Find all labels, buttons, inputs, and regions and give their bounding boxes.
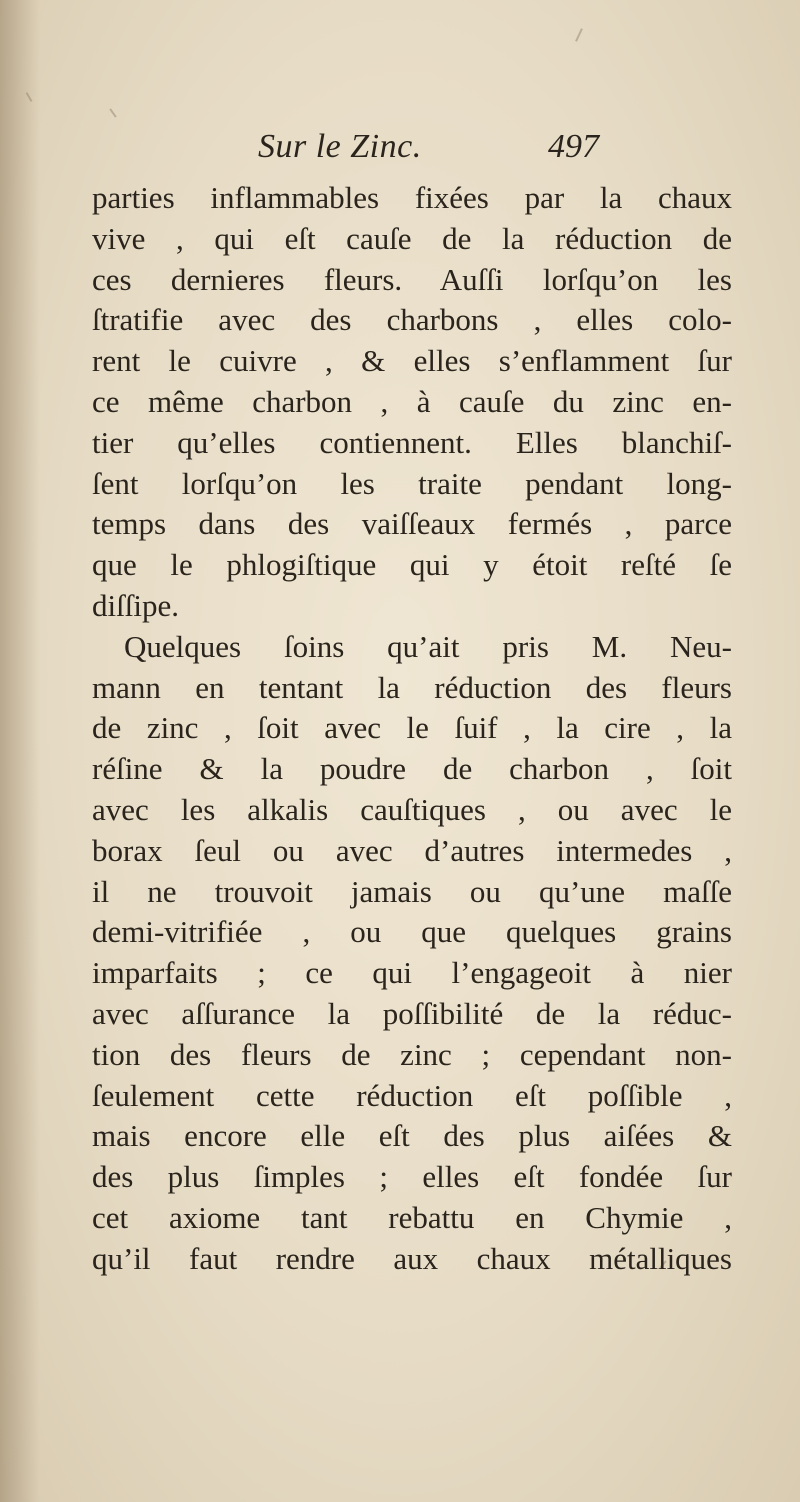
text-line: temps dans des vaiſſeaux fermés , parce bbox=[92, 506, 732, 542]
text-line: ſent lorſqu’on les traite pendant long- bbox=[92, 465, 732, 501]
running-title: Sur le Zinc. bbox=[258, 128, 422, 165]
text-line: ces dernieres fleurs. Auſſi lorſqu’on les bbox=[92, 261, 732, 297]
text-line: il ne trouvoit jamais ou qu’une maſſe bbox=[92, 873, 732, 909]
text-line: cet axiome tant rebattu en Chymie , bbox=[92, 1199, 732, 1235]
text-line: ſeulement cette réduction eſt poſſible , bbox=[92, 1077, 732, 1113]
running-head bbox=[0, 128, 800, 172]
text-line: mann en tentant la réduction des fleurs bbox=[92, 669, 732, 705]
text-line: tion des fleurs de zinc ; cependant non- bbox=[92, 1036, 732, 1072]
text-line: avec aſſurance la poſſibilité de la réduc- bbox=[92, 995, 732, 1031]
text-line: rent le cuivre , & elles s’enflamment ſur bbox=[92, 343, 732, 379]
text-line: de zinc , ſoit avec le ſuif , la cire , la bbox=[92, 710, 732, 746]
text-line: borax ſeul ou avec d’autres intermedes , bbox=[92, 832, 732, 868]
text-line: demi-vitrifiée , ou que quelques grains bbox=[92, 914, 732, 950]
paper-speck bbox=[575, 28, 583, 42]
text-line: vive , qui eſt cauſe de la réduction de bbox=[92, 220, 732, 256]
text-line: Quelques ſoins qu’ait pris M. Neu- bbox=[124, 628, 732, 664]
text-line: imparfaits ; ce qui l’engageoit à nier bbox=[92, 955, 732, 991]
text-line: des plus ſimples ; elles eſt fondée ſur bbox=[92, 1159, 732, 1195]
text-line: parties inflammables fixées par la chaux bbox=[92, 180, 732, 215]
text-line: tier qu’elles contiennent. Elles blanchiſ- bbox=[92, 424, 732, 460]
text-line: avec les alkalis cauſtiques , ou avec le bbox=[92, 791, 732, 827]
text-line: que le phlogiſtique qui y étoit reſté ſe bbox=[92, 547, 732, 583]
page-gutter-shadow bbox=[0, 0, 40, 1502]
paper-speck bbox=[109, 108, 116, 117]
text-line: réſine & la poudre de charbon , ſoit bbox=[92, 751, 732, 787]
body-text bbox=[92, 178, 732, 1280]
page-number: 497 bbox=[548, 128, 599, 165]
text-line: mais encore elle eſt des plus aiſées & bbox=[92, 1118, 732, 1154]
text-line: ſtratifie avec des charbons , elles colo- bbox=[92, 302, 732, 338]
text-line: qu’il faut rendre aux chaux métalliques bbox=[92, 1240, 732, 1276]
text-line: diſſipe. bbox=[92, 587, 179, 623]
text-line: ce même charbon , à cauſe du zinc en- bbox=[92, 383, 732, 419]
